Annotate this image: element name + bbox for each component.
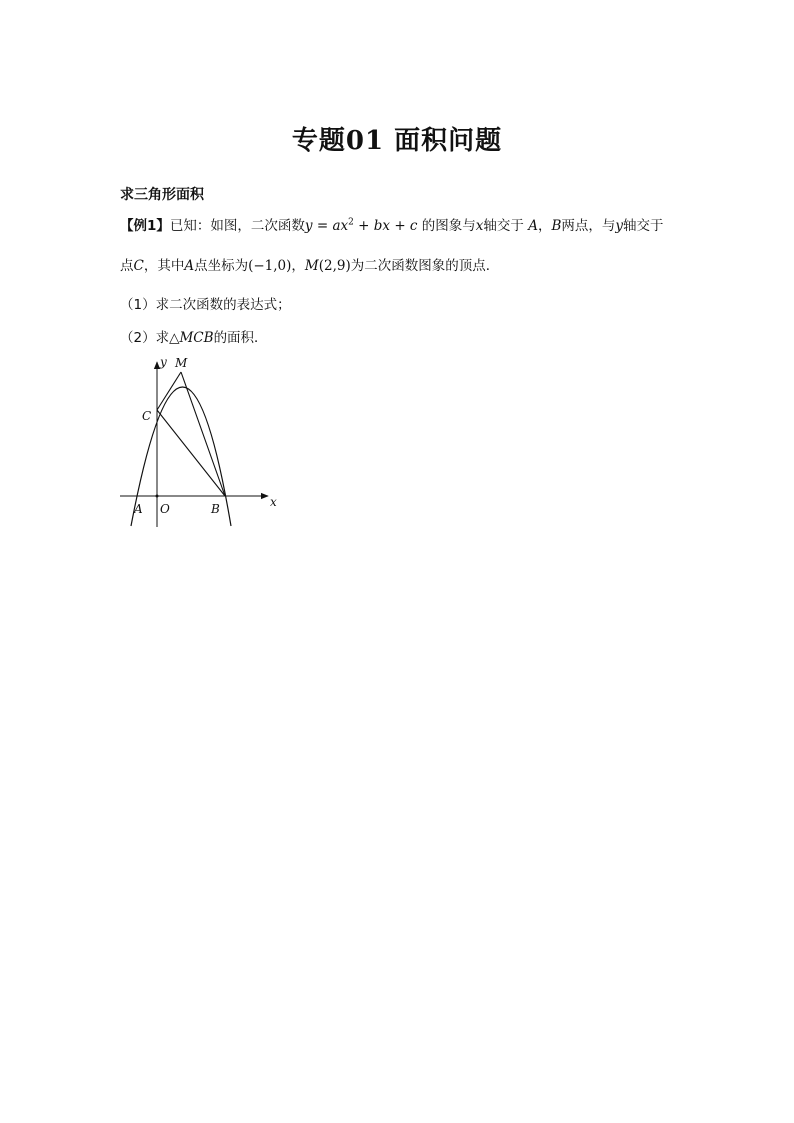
text: 的面积． [213, 330, 268, 346]
formula-eq: = [312, 218, 333, 234]
coord-A: (−1,0) [248, 258, 292, 274]
example-line-1 [120, 214, 664, 234]
var-A: A [523, 218, 538, 234]
text: 两点，与 [561, 218, 616, 234]
var-y: y [615, 218, 624, 234]
triangle-symbol: △ [169, 330, 180, 346]
var-MCB: MCB [179, 330, 214, 346]
y-axis-label: y [160, 355, 167, 369]
text: 为二次函数图象的顶点． [350, 258, 500, 274]
label-c: C [142, 409, 152, 423]
var-x: x [475, 218, 484, 234]
x-axis-label: x [270, 495, 277, 509]
formula-y: y [304, 218, 313, 234]
page-title: 专题01 面积问题 [291, 126, 503, 156]
text: 已知：如图，二次函数 [169, 218, 305, 234]
coord-M: (2,9) [318, 258, 351, 274]
segment-cb [157, 410, 225, 496]
text: 点 [120, 258, 134, 274]
example-label: 【例1】 [120, 218, 170, 234]
var-B: B [551, 218, 562, 234]
formula-rest: + bx + c [353, 218, 418, 234]
text: 轴交于 [483, 218, 524, 234]
segment-mb [181, 372, 225, 496]
example-line-2 [120, 254, 499, 274]
text: （2）求 [120, 330, 170, 346]
formula-a: a [332, 218, 341, 234]
text: 轴交于 [623, 218, 664, 234]
var-M: M [304, 258, 319, 274]
label-m: M [175, 356, 188, 370]
formula-sup: 2 [348, 217, 354, 228]
label-a: A [134, 502, 143, 516]
label-b: B [211, 502, 220, 516]
segment-cm [157, 372, 181, 410]
var-C: C [133, 258, 144, 274]
label-o: O [160, 502, 170, 516]
text: 的图象与 [417, 218, 476, 234]
text: ， [291, 258, 305, 274]
formula-x: x [340, 218, 349, 234]
section-heading: 求三角形面积 [120, 187, 204, 203]
text: ，其中 [143, 258, 185, 274]
text: ， [537, 218, 552, 234]
question-1: （1）求二次函数的表达式； [120, 297, 291, 313]
origin-point [156, 495, 159, 498]
parabola-figure [115, 352, 290, 532]
var-A: A [184, 258, 195, 274]
text: 点坐标为 [194, 258, 249, 274]
question-2 [120, 326, 268, 346]
